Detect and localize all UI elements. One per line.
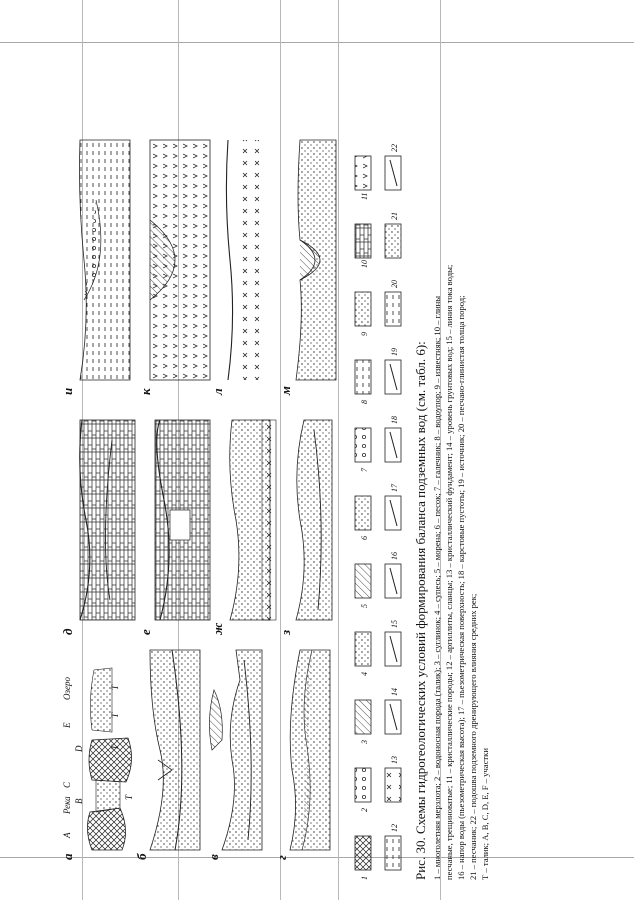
legend-swatch	[385, 836, 401, 870]
legend-swatch	[355, 224, 371, 258]
legend-swatch	[385, 292, 401, 326]
panel-e-karst	[170, 510, 190, 540]
legend-number: 10	[360, 260, 369, 268]
panel-i-letter: и	[60, 387, 75, 395]
panel-l-basement	[236, 140, 266, 380]
caption-line-4: 21 – песчаник; 22 – подошва подземного дренирующего влияния средних рек;	[468, 593, 478, 880]
panel-a	[60, 668, 134, 860]
panel-l-surface	[226, 140, 232, 380]
panel-zh-letter: ж	[210, 622, 225, 635]
label-lake: Озеро	[62, 676, 72, 700]
panel-v-aquifer	[222, 650, 262, 850]
legend-number: 7	[360, 468, 369, 472]
legend-number: 3	[360, 740, 369, 744]
panel-k	[138, 140, 210, 395]
panel-k-letter: к	[138, 388, 153, 395]
label-T1: Т	[124, 794, 134, 800]
panel-i	[60, 140, 130, 395]
legend-swatch	[385, 224, 401, 258]
talik-zone	[96, 780, 120, 812]
label-B: В	[74, 798, 84, 804]
label-T4: Т	[110, 684, 120, 690]
legend-swatch	[355, 428, 371, 462]
panel-e-letter: е	[138, 629, 153, 635]
panel-e	[138, 420, 210, 635]
legend-swatch	[355, 496, 371, 530]
caption	[413, 265, 490, 880]
legend-swatch	[355, 700, 371, 734]
lake-talik	[90, 668, 112, 732]
label-D: D	[74, 745, 84, 752]
label-river: Река	[62, 796, 72, 814]
legend-swatch	[355, 836, 371, 870]
legend-number: 17	[390, 484, 399, 492]
panel-g	[274, 650, 330, 860]
legend-swatch	[385, 768, 401, 802]
legend-number: 20	[390, 280, 399, 288]
legend-number: 4	[360, 672, 369, 676]
caption-line-1: 1 – многолетняя мерзлота; 2 – водоносная порода (талик); 3 – суглинок; 4 – супесь; 5 – морена; 6 – песок; 7 – галечник; 8 – водоупор; 9 – известняк; 10 – глины	[432, 296, 442, 880]
legend-number: 12	[390, 824, 399, 832]
legend-number: 19	[390, 348, 399, 356]
legend-number: 13	[390, 756, 399, 764]
legend-number: 11	[360, 192, 369, 200]
panel-l	[210, 140, 266, 396]
legend-swatch	[355, 292, 371, 326]
legend-number: 21	[390, 212, 399, 220]
legend-number: 14	[390, 688, 399, 696]
panel-b-aquifer	[150, 650, 200, 850]
panel-v-lens	[209, 690, 222, 750]
caption-title: Рис. 30. Схемы гидрогеологических условий формирования баланса подземных вод (см. табл. 6):	[413, 341, 428, 880]
panel-zh-basement	[262, 420, 276, 620]
legend-number: 6	[360, 536, 369, 540]
caption-line-3: 16 – напор воды (пьезометрическая высота); 17 – пьезометрическая поверхность; 18 – карстовые пустоты; 19 – источник; 20 – песчано-глинистая толща пород;	[456, 295, 466, 880]
label-E: Е	[62, 722, 72, 728]
panel-g-letter: г	[274, 855, 289, 860]
caption-line-5: Т – талик; А, В, С, D, Е, F – участки	[480, 748, 490, 880]
panel-b-letter: б	[134, 853, 149, 860]
label-C: С	[62, 781, 72, 788]
panel-b	[134, 650, 200, 860]
panel-m-letter: м	[278, 386, 293, 395]
legend-number: 2	[360, 808, 369, 812]
label-A: А	[62, 832, 72, 838]
legend	[355, 144, 401, 880]
legend-swatch	[355, 768, 371, 802]
panel-z-letter: з	[278, 629, 293, 635]
panel-a-letter: а	[60, 853, 75, 860]
panel-v	[206, 650, 262, 860]
legend-swatch	[355, 564, 371, 598]
legend-number: 9	[360, 332, 369, 336]
panel-d-letter: д	[60, 628, 75, 635]
legend-number: 15	[390, 620, 399, 628]
legend-swatch	[355, 360, 371, 394]
panel-zh	[210, 420, 276, 635]
panel-m	[278, 140, 336, 396]
label-T2: Т	[110, 744, 120, 750]
legend-number: 18	[390, 416, 399, 424]
legend-number: 1	[360, 876, 369, 880]
permafrost-block-2	[89, 738, 132, 782]
legend-number: 8	[360, 400, 369, 404]
legend-number: 22	[390, 144, 399, 152]
caption-line-2: песчаные, трещиноватые; 11 – кристаллические породы; 12 – аргиллиты, сланцы; 13 – кристаллический фундамент; 14 – уровень грунтовых вод; 15 – линия тока воды;	[444, 264, 454, 880]
panel-d-limestone	[80, 420, 135, 620]
legend-number: 5	[360, 604, 369, 608]
panel-i-shale	[80, 140, 131, 380]
panel-v-letter: в	[206, 854, 221, 860]
rotated-figure	[60, 140, 490, 880]
legend-swatch	[355, 156, 371, 190]
legend-number: 16	[390, 552, 399, 560]
label-T3: Т	[110, 712, 120, 718]
panel-l-letter: л	[210, 388, 225, 395]
panel-d	[60, 420, 135, 635]
panel-z-aquifer	[296, 420, 332, 620]
legend-swatch	[355, 632, 371, 666]
permafrost-block-1	[87, 808, 125, 850]
panel-z	[278, 420, 332, 636]
